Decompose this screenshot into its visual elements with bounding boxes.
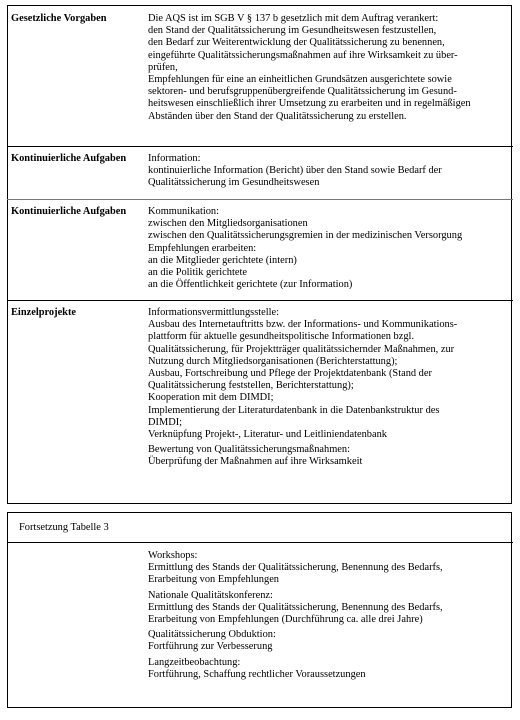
text-line: Implementierung der Literaturdatenbank in die Datenbankstruktur des — [148, 404, 440, 416]
text-line: Verknüpfung Projekt-, Literatur- und Leitliniendatenbank — [148, 428, 387, 440]
continuation-title: Fortsetzung Tabelle 3 — [19, 522, 109, 533]
text-line: an die Politik gerichtete — [148, 266, 247, 278]
header-divider — [7, 542, 513, 543]
text-line: zwischen den Mitgliedsorganisationen — [148, 218, 308, 230]
text-line: Information: — [148, 153, 201, 164]
text-line: Kommunikation: — [148, 206, 219, 217]
text-line: Qualitätssicherung Obduktion: — [148, 629, 276, 641]
description-cell — [148, 13, 498, 123]
text-line: DIMDI; — [148, 416, 183, 428]
text-line: Ausbau des Internetauftritts bzw. der Informations- und Kommunikations- — [148, 319, 458, 331]
text-line: Workshops: — [148, 550, 198, 561]
text-line: Empfehlungen für eine an einheitlichen Grundsätzen ausgerichtete sowie — [148, 73, 452, 85]
description-cell — [148, 206, 498, 291]
text-line: an die Öffentlichkeit gerichtete (zur Information) — [148, 279, 353, 291]
text-line: den Bedarf zur Weiterentwicklung der Qualitätssicherung zu benennen, — [148, 37, 445, 49]
text-line: zwischen den Qualitätssicherungsgremien in der medizinischen Versorgung — [148, 230, 463, 242]
text-line: Fortführung zur Verbesserung — [148, 641, 273, 653]
text-line: Informationsvermittlungsstelle: — [148, 307, 280, 318]
text-line: Ausbau, Fortschreibung und Pflege der Projektdatenbank (Stand der — [148, 367, 432, 379]
text-line: Bewertung von Qualitätssicherungsmaßnahmen: — [148, 444, 350, 456]
text-line: Die AQS ist im SGB V § 137 b gesetzlich mit dem Auftrag verankert: — [148, 13, 439, 24]
text-line: heitswesen einschließlich ihrer Umsetzung zu erarbeiten und in regelmäßigen — [148, 98, 471, 110]
category-label: Kontinuierliche Aufgaben — [11, 206, 127, 217]
text-line: Empfehlungen erarbeiten: — [148, 242, 257, 254]
row-divider — [7, 146, 513, 147]
text-line: an die Mitglieder gerichtete (intern) — [148, 254, 297, 266]
text-line: Ermittlung des Stands der Qualitätssicherung, Benennung des Bedarfs, — [148, 562, 443, 574]
category-label: Kontinuierliche Aufgaben — [11, 153, 127, 164]
text-line: prüfen, — [148, 61, 178, 73]
text-line: Überprüfung der Maßnahmen auf ihre Wirksamkeit — [148, 456, 363, 468]
text-line: den Stand der Qualitätssicherung im Gesundheitswesen festzustellen, — [148, 25, 437, 37]
text-line: Nutzung durch Mitgliedsorganisationen (Berichterstattung); — [148, 355, 398, 367]
row-divider — [7, 300, 513, 301]
description-cell — [148, 307, 498, 468]
text-line: Nationale Qualitätskonferenz: — [148, 589, 273, 601]
text-line: eingeführte Qualitätssicherungsmaßnahmen auf ihre Wirksamkeit zu über- — [148, 49, 458, 61]
text-line: Erarbeitung von Empfehlungen — [148, 574, 279, 586]
text-line: sektoren- und berufsgruppenübergreifende Qualitätssicherung im Gesund- — [148, 86, 457, 98]
text-line: Qualitätssicherung feststellen, Berichterstattung); — [148, 380, 354, 392]
text-line: Langzeitbeobachtung: — [148, 656, 241, 668]
text-line: Ermittlung des Stands der Qualitätssicherung, Benennung des Bedarfs, — [148, 601, 443, 613]
text-line: Abständen über den Stand der Qualitätssicherung zu erstellen. — [148, 110, 407, 122]
text-line: Fortführung, Schaffung rechtlicher Voraussetzungen — [148, 668, 366, 680]
text-line: Qualitätssicherung im Gesundheitswesen — [148, 177, 320, 189]
text-line: Qualitätssicherung, für Projektträger qualitätssichernder Maßnahmen, zur — [148, 343, 455, 355]
description-cell — [148, 550, 498, 681]
description-cell — [148, 153, 498, 190]
text-line: Kooperation mit dem DIMDI; — [148, 392, 274, 404]
row-divider — [7, 199, 513, 200]
category-label: Gesetzliche Vorgaben — [11, 13, 107, 24]
category-label: Einzelprojekte — [11, 307, 77, 318]
text-line: kontinuierliche Information (Bericht) über den Stand sowie Bedarf der — [148, 165, 442, 177]
text-line: plattform für aktuelle gesundheitspolitische Informationen bzgl. — [148, 331, 415, 343]
text-line: Erarbeitung von Empfehlungen (Durchführung ca. alle drei Jahre) — [148, 613, 423, 625]
